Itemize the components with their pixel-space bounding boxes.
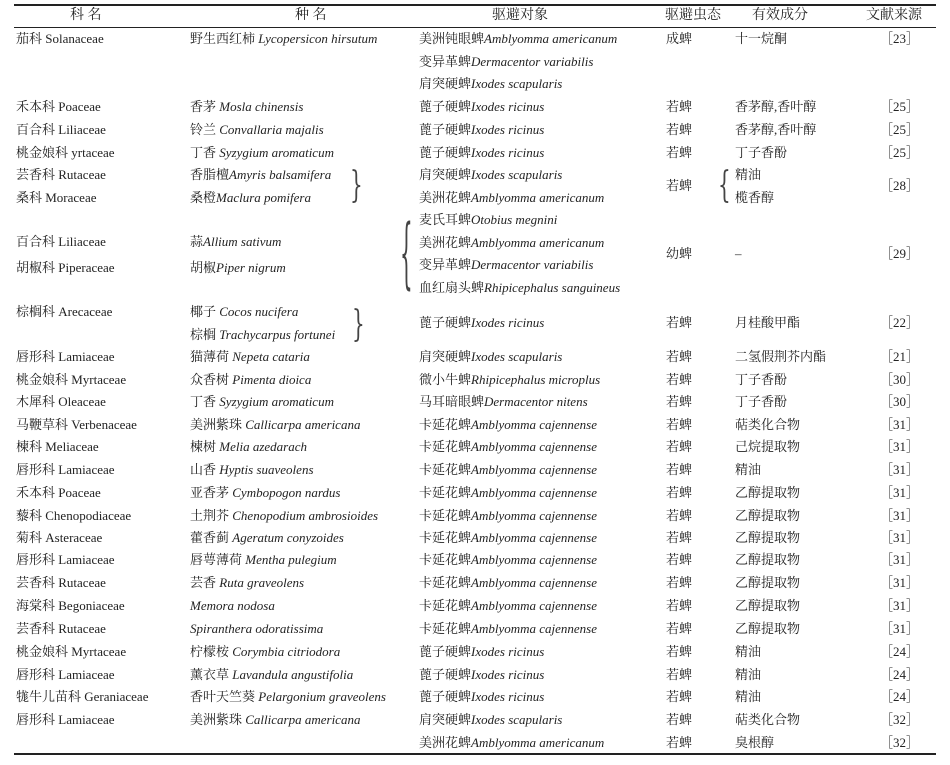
reference-cell: ［31］ — [880, 462, 920, 477]
target-cell-latin: Amblyomma americanum — [471, 190, 605, 205]
header-species: 种 名 — [295, 8, 327, 23]
target-cell — [419, 210, 557, 230]
family-cell: 唇形科 Lamiaceae — [16, 462, 115, 477]
component-cell: 精油 — [735, 689, 762, 704]
target-cell — [419, 710, 562, 730]
component-cell: 乙醇提取物 — [735, 575, 801, 590]
target-cell — [419, 642, 544, 662]
stage-cell: 若蜱 — [666, 485, 693, 500]
species-latin: Pelargonium graveolens — [258, 689, 386, 704]
species-cell — [190, 143, 334, 163]
reference-cell: ［21］ — [880, 349, 920, 364]
component-cell: 精油 — [735, 667, 762, 682]
stage-cell: 若蜱 — [666, 145, 693, 160]
species-latin: Piper nigrum — [216, 260, 286, 275]
target-cell — [419, 188, 604, 208]
species-latin: Ageratum conyzoides — [232, 530, 344, 545]
species-cell — [190, 528, 344, 548]
target-cell — [419, 506, 597, 526]
target-cell — [419, 392, 588, 412]
species-cell — [190, 258, 286, 278]
stage-cell: 若蜱 — [666, 621, 693, 636]
stage-cell: 若蜱 — [666, 508, 693, 523]
species-cell — [190, 483, 340, 503]
species-cn: 美洲紫珠 — [190, 712, 246, 727]
species-cell — [190, 392, 334, 412]
species-cn: 桑橙 — [190, 190, 217, 205]
target-cell — [419, 143, 544, 163]
family-cell: 唇形科 Lamiaceae — [16, 349, 115, 364]
target-cell-latin: Ixodes scapularis — [471, 712, 563, 727]
target-cell-cn: 卡延花蜱 — [419, 462, 472, 477]
species-cell — [190, 573, 304, 593]
table-top-rule — [14, 4, 936, 6]
target-cell-cn: 卡延花蜱 — [419, 417, 472, 432]
species-latin: Mosla chinensis — [219, 99, 304, 114]
species-latin: Allium sativum — [203, 234, 282, 249]
species-latin: Corymbia citriodora — [232, 644, 341, 659]
family-cell: 芸香科 Rutaceae — [16, 575, 106, 590]
target-cell-latin: Ixodes ricinus — [471, 644, 545, 659]
stage-cell: 若蜱 — [666, 417, 693, 432]
species-cn: 丁香 — [190, 145, 220, 160]
stage-cell: 若蜱 — [666, 178, 693, 193]
reference-cell: ［31］ — [880, 439, 920, 454]
component-cell: 二氢假荆芥内酯 — [735, 349, 827, 364]
component-cell: 乙醇提取物 — [735, 508, 801, 523]
reference-cell: ［30］ — [880, 372, 920, 387]
component-cell: 臭根醇 — [735, 735, 775, 750]
target-cell-cn: 血红扇头蜱 — [419, 279, 485, 295]
species-latin: Callicarpa americana — [245, 712, 361, 727]
family-cell: 桑科 Moraceae — [16, 190, 97, 205]
reference-cell: ［25］ — [880, 122, 920, 137]
species-cn: 楝树 — [190, 439, 220, 454]
target-cell-latin: Ixodes ricinus — [471, 99, 545, 114]
target-cell-latin: Ixodes scapularis — [471, 76, 563, 91]
species-cell — [190, 619, 323, 639]
species-cell — [190, 29, 377, 49]
stage-cell: 成蜱 — [666, 31, 693, 46]
species-cell — [190, 415, 360, 435]
target-cell-latin: Amblyomma cajennense — [471, 439, 598, 454]
stage-cell: 若蜱 — [666, 349, 693, 364]
target-cell-cn: 蓖子硬蜱 — [419, 99, 472, 114]
target-cell-cn: 卡延花蜱 — [419, 621, 472, 636]
species-latin: Maclura pomifera — [216, 190, 311, 205]
species-cn: 丁香 — [190, 394, 220, 409]
reference-cell: ［31］ — [880, 530, 920, 545]
species-cn: 蒜 — [190, 234, 204, 249]
stage-cell: 若蜱 — [666, 689, 693, 704]
target-cell-cn: 卡延花蜱 — [419, 439, 472, 454]
target-cell-latin: Ixodes ricinus — [471, 122, 545, 137]
stage-cell: 若蜱 — [666, 712, 693, 727]
component-cell: 乙醇提取物 — [735, 621, 801, 636]
species-latin: Spiranthera odoratissima — [190, 621, 324, 636]
reference-cell: ［24］ — [880, 644, 920, 659]
species-cn: 棕榈 — [190, 327, 220, 342]
species-cell — [190, 506, 378, 526]
target-cell-cn: 肩突硬蜱 — [419, 712, 472, 727]
component-cell: 丁子香酚 — [735, 372, 788, 387]
target-cell-latin: Amblyomma americanum — [484, 31, 618, 46]
target-cell-latin: Amblyomma cajennense — [471, 621, 598, 636]
family-cell: 菊科 Asteraceae — [16, 530, 103, 545]
stage-cell: 若蜱 — [666, 735, 693, 750]
species-latin: Pimenta dioica — [232, 372, 312, 387]
species-cn: 猫薄荷 — [190, 349, 233, 364]
target-cell-cn: 美洲花蜱 — [419, 234, 472, 250]
target-cell — [419, 573, 597, 593]
family-cell: 茄科 Solanaceae — [16, 31, 104, 46]
component-cell: 精油 — [735, 167, 762, 182]
target-cell — [419, 596, 597, 616]
species-cell — [190, 347, 310, 367]
species-cell — [190, 710, 360, 730]
target-cell — [419, 255, 593, 275]
target-cell-cn: 卡延花蜱 — [419, 485, 472, 500]
target-cell-latin: Ixodes scapularis — [471, 349, 563, 364]
target-cell — [419, 370, 600, 390]
target-cell-cn: 卡延花蜱 — [419, 552, 472, 567]
target-cell-latin: Otobius megnini — [471, 212, 558, 227]
stage-cell: 若蜱 — [666, 315, 693, 330]
species-cell — [190, 188, 311, 208]
target-cell — [419, 415, 597, 435]
target-cell-latin: Amblyomma americanum — [471, 735, 605, 750]
target-cell-cn: 肩突硬蜱 — [419, 76, 472, 91]
species-cn: 香叶天竺葵 — [190, 689, 259, 704]
reference-cell: ［32］ — [880, 735, 920, 750]
family-cell: 唇形科 Lamiaceae — [16, 712, 115, 727]
species-latin: Lavandula angustifolia — [232, 667, 354, 682]
component-cell: 精油 — [735, 462, 762, 477]
stage-cell: 若蜱 — [666, 598, 693, 613]
target-cell-cn: 蓖子硬蜱 — [419, 667, 472, 682]
target-cell-cn: 卡延花蜱 — [419, 508, 472, 523]
target-cell — [419, 347, 562, 367]
component-cell: 香茅醇,香叶醇 — [735, 99, 817, 114]
species-cn: 香脂檀 — [190, 167, 230, 182]
stage-cell: 若蜱 — [666, 552, 693, 567]
stage-cell: 若蜱 — [666, 439, 693, 454]
component-cell: 乙醇提取物 — [735, 598, 801, 613]
stage-cell: 幼蜱 — [666, 246, 693, 261]
component-cell: 乙醇提取物 — [735, 485, 801, 500]
target-cell-cn: 蓖子硬蜱 — [419, 644, 472, 659]
target-cell-latin: Amblyomma cajennense — [471, 508, 598, 523]
family-cell: 唇形科 Lamiaceae — [16, 552, 115, 567]
target-cell-cn: 蓖子硬蜱 — [419, 689, 472, 704]
target-cell — [419, 437, 597, 457]
species-latin: Hyptis suaveolens — [219, 462, 314, 477]
family-cell: 芸香科 Rutaceae — [16, 621, 106, 636]
target-cell — [419, 97, 544, 117]
target-cell-latin: Amblyomma cajennense — [471, 598, 598, 613]
header-component: 有效成分 — [752, 8, 808, 23]
reference-cell: ［22］ — [880, 315, 920, 330]
reference-cell: ［29］ — [880, 246, 920, 261]
target-cell-latin: Ixodes ricinus — [471, 667, 545, 682]
target-cell-cn: 卡延花蜱 — [419, 598, 472, 613]
reference-cell: ［28］ — [880, 178, 920, 193]
target-cell-latin: Ixodes ricinus — [471, 689, 545, 704]
species-cn: 香茅 — [190, 99, 220, 114]
component-cell: 香茅醇,香叶醇 — [735, 122, 817, 137]
species-cn: 芸香 — [190, 575, 220, 590]
stage-cell: 若蜱 — [666, 122, 693, 137]
family-cell: 桃金娘科 Myrtaceae — [16, 372, 127, 387]
target-cell-latin: Ixodes ricinus — [471, 315, 545, 330]
stage-cell: 若蜱 — [666, 575, 693, 590]
species-latin: Cocos nucifera — [219, 304, 299, 319]
species-cn: 亚香茅 — [190, 485, 233, 500]
target-cell — [419, 278, 620, 298]
species-cn: 唇萼薄荷 — [190, 552, 246, 567]
family-cell: 桃金娘科 yrtaceae — [16, 145, 115, 160]
target-cell-latin: Ixodes ricinus — [471, 145, 545, 160]
target-cell — [419, 120, 544, 140]
family-cell: 百合科 Liliaceae — [16, 122, 106, 137]
component-cell: 己烷提取物 — [735, 439, 801, 454]
target-cell-latin: Amblyomma americanum — [471, 234, 605, 250]
species-cell — [190, 687, 386, 707]
target-cell — [419, 233, 604, 253]
species-cn: 土荆芥 — [190, 508, 233, 523]
target-cell — [419, 460, 597, 480]
species-cell — [190, 642, 340, 662]
species-latin: Amyris balsamifera — [229, 167, 332, 182]
species-cn: 野生西红柿 — [190, 31, 259, 46]
stage-cell: 若蜱 — [666, 99, 693, 114]
stage-cell: 若蜱 — [666, 530, 693, 545]
stage-cell: 若蜱 — [666, 394, 693, 409]
family-cell: 藜科 Chenopodiaceae — [16, 508, 132, 523]
target-cell-cn: 美洲花蜱 — [419, 735, 472, 750]
species-latin: Callicarpa americana — [245, 417, 361, 432]
stage-cell: 若蜱 — [666, 372, 693, 387]
species-cn: 众香树 — [190, 372, 233, 387]
species-latin: Mentha pulegium — [245, 552, 337, 567]
target-cell — [419, 29, 617, 49]
target-cell-latin: Dermacentor variabilis — [471, 257, 594, 272]
component-cell: 榄香醇 — [735, 190, 775, 205]
target-cell-latin: Amblyomma cajennense — [471, 552, 598, 567]
component-group-left-brace: { — [718, 162, 731, 206]
target-cell — [419, 74, 562, 94]
species-latin: Syzygium aromaticum — [219, 145, 334, 160]
reference-cell: ［31］ — [880, 417, 920, 432]
reference-cell: ［31］ — [880, 598, 920, 613]
species-cn: 薰衣草 — [190, 667, 233, 682]
species-latin: Syzygium aromaticum — [219, 394, 334, 409]
species-cell — [190, 596, 275, 616]
reference-cell: ［23］ — [880, 31, 920, 46]
species-latin: Ruta graveolens — [219, 575, 305, 590]
stage-cell: 若蜱 — [666, 644, 693, 659]
species-latin: Melia azedarach — [219, 439, 307, 454]
component-cell: 月桂酸甲酯 — [735, 315, 801, 330]
stage-cell: 若蜱 — [666, 462, 693, 477]
target-cell-cn: 蓖子硬蜱 — [419, 315, 472, 330]
family-cell: 百合科 Liliaceae — [16, 234, 106, 249]
target-cell — [419, 165, 562, 185]
species-cell — [190, 120, 324, 140]
reference-cell: ［25］ — [880, 145, 920, 160]
component-cell: 丁子香酚 — [735, 394, 788, 409]
target-cell-latin: Amblyomma cajennense — [471, 575, 598, 590]
target-cell-cn: 马耳暗眼蜱 — [419, 394, 485, 409]
target-cell-cn: 肩突硬蜱 — [419, 349, 472, 364]
target-cell — [419, 619, 597, 639]
species-latin: Convallaria majalis — [219, 122, 324, 137]
species-latin: Memora nodosa — [190, 598, 275, 613]
species-cn: 胡椒 — [190, 260, 217, 275]
reference-cell: ［30］ — [880, 394, 920, 409]
species-cell — [190, 325, 335, 345]
component-cell: 乙醇提取物 — [735, 552, 801, 567]
target-cell — [419, 733, 604, 753]
table-bottom-rule — [14, 753, 936, 755]
family-cell: 马鞭草科 Verbenaceae — [16, 417, 137, 432]
family-cell: 唇形科 Lamiaceae — [16, 667, 115, 682]
target-cell — [419, 483, 597, 503]
target-cell-cn: 美洲花蜱 — [419, 190, 472, 205]
species-cn: 山香 — [190, 462, 220, 477]
target-cell-cn: 麦氏耳蜱 — [419, 212, 472, 227]
family-cell: 木犀科 Oleaceae — [16, 394, 106, 409]
header-stage: 驱避虫态 — [665, 8, 721, 23]
reference-cell: ［31］ — [880, 508, 920, 523]
family-cell: 桃金娘科 Myrtaceae — [16, 644, 127, 659]
target-cell — [419, 52, 593, 72]
reference-cell: ［25］ — [880, 99, 920, 114]
species-latin: Lycopersicon hirsutum — [258, 31, 378, 46]
species-cell — [190, 232, 281, 252]
species-cell — [190, 302, 298, 322]
species-cell — [190, 437, 307, 457]
family-cell: 禾本科 Poaceae — [16, 99, 101, 114]
target-cell-latin: Dermacentor variabilis — [471, 53, 594, 69]
species-cn: 椰子 — [190, 304, 220, 319]
family-cell: 楝科 Meliaceae — [16, 439, 99, 454]
species-cell — [190, 460, 314, 480]
target-cell-latin: Rhipicephalus sanguineus — [484, 279, 621, 295]
component-cell: 萜类化合物 — [735, 712, 801, 727]
reference-cell: ［24］ — [880, 689, 920, 704]
target-cell-latin: Amblyomma cajennense — [471, 417, 598, 432]
species-latin: Nepeta cataria — [232, 349, 310, 364]
reference-cell: ［31］ — [880, 575, 920, 590]
target-cell — [419, 550, 597, 570]
family-cell: 胡椒科 Piperaceae — [16, 260, 115, 275]
species-cn: 藿香蓟 — [190, 530, 233, 545]
species-cell — [190, 550, 337, 570]
header-reference: 文献来源 — [866, 8, 922, 23]
target-cell — [419, 313, 544, 333]
reference-cell: ［31］ — [880, 485, 920, 500]
species-cell — [190, 370, 311, 390]
species-cell — [190, 97, 303, 117]
species-group-right-brace: } — [350, 162, 363, 206]
table-header-rule — [14, 27, 936, 28]
target-cell-cn: 肩突硬蜱 — [419, 167, 472, 182]
target-cell-latin: Ixodes scapularis — [471, 167, 563, 182]
target-cell — [419, 528, 597, 548]
reference-cell: ［31］ — [880, 552, 920, 567]
header-target: 驱避对象 — [492, 8, 548, 23]
family-cell: 海棠科 Begoniaceae — [16, 598, 125, 613]
reference-cell: ［31］ — [880, 621, 920, 636]
reference-cell: ［32］ — [880, 712, 920, 727]
component-cell: 丁子香酚 — [735, 145, 788, 160]
family-cell: 禾本科 Poaceae — [16, 485, 101, 500]
target-cell — [419, 665, 544, 685]
component-cell: 精油 — [735, 644, 762, 659]
target-cell-cn: 微小牛蜱 — [419, 372, 472, 387]
species-cn: 铃兰 — [190, 122, 220, 137]
target-cell — [419, 687, 544, 707]
species-latin: Cymbopogon nardus — [232, 485, 341, 500]
target-cell-latin: Amblyomma cajennense — [471, 530, 598, 545]
target-cell-cn: 变异革蜱 — [419, 53, 472, 69]
target-cell-cn: 卡延花蜱 — [419, 575, 472, 590]
target-cell-cn: 美洲钝眼蜱 — [419, 31, 485, 46]
species-cell — [190, 165, 331, 185]
family-cell: 牻牛儿苗科 Geraniaceae — [16, 689, 149, 704]
stage-cell: 若蜱 — [666, 667, 693, 682]
family-cell: 棕榈科 Arecaceae — [16, 304, 113, 319]
family-cell: 芸香科 Rutaceae — [16, 167, 106, 182]
target-cell-cn: 蓖子硬蜱 — [419, 122, 472, 137]
target-cell-latin: Amblyomma cajennense — [471, 462, 598, 477]
target-group-left-brace: { — [400, 206, 413, 298]
component-cell: 萜类化合物 — [735, 417, 801, 432]
species-cn: 美洲紫珠 — [190, 417, 246, 432]
species-group-right-brace: } — [352, 301, 365, 345]
species-latin: Trachycarpus fortunei — [219, 327, 336, 342]
reference-cell: ［24］ — [880, 667, 920, 682]
header-family: 科 名 — [70, 8, 102, 23]
species-cn: 柠檬桉 — [190, 644, 233, 659]
target-cell-latin: Dermacentor nitens — [484, 394, 588, 409]
target-cell-cn: 变异革蜱 — [419, 257, 472, 272]
target-cell-latin: Amblyomma cajennense — [471, 485, 598, 500]
component-cell: – — [735, 246, 742, 261]
species-latin: Chenopodium ambrosioides — [232, 508, 379, 523]
target-cell-cn: 卡延花蜱 — [419, 530, 472, 545]
component-cell: 十一烷酮 — [735, 31, 788, 46]
component-cell: 乙醇提取物 — [735, 530, 801, 545]
target-cell-cn: 蓖子硬蜱 — [419, 145, 472, 160]
species-cell — [190, 665, 353, 685]
target-cell-latin: Rhipicephalus microplus — [471, 372, 601, 387]
